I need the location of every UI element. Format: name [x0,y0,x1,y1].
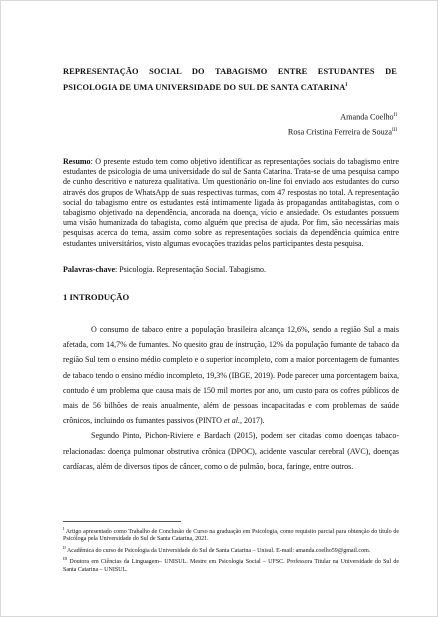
footnote-2 [63,544,399,555]
footnote-marker: III [63,556,68,562]
author-marker: III [392,128,397,133]
author-1 [340,110,397,123]
author-name: Amanda Coelho [340,112,394,122]
author-name: Rosa Cristina Ferreira de Souza [287,127,392,137]
keywords [63,265,399,275]
paragraph-1-end: , 2017). [239,416,265,426]
title-footnote-marker: I [345,83,348,88]
keywords-label: Palavras-chave [63,265,115,274]
author-marker: II [393,113,397,118]
body-text [63,322,399,474]
section-heading: 1 INTRODUÇÃO [63,292,130,302]
paragraph-2: Segundo Pinto, Pichon-Riviere e Bardach (2015), podem ser citadas como doenças tabaco-relacionadas: doença pulmonar obstrutiva crônica (DPOC), acidente vascular cerebral (AVC), doenças cardíacas, além de diversos tipos de câncer, como o de pulmão, boca, faringe, entre outros. [63,431,399,471]
footnotes [63,525,399,574]
paragraph-1 [63,322,399,428]
footnote-1 [63,525,399,544]
title-text: REPRESENTAÇÃO SOCIAL DO TABAGISMO ENTRE ESTUDANTES DE PSICOLOGIA DE UMA UNIVERSIDADE DO SUL DE SANTA CATARINA [63,67,397,92]
footnote-3 [63,555,399,574]
abstract-text: : O presente estudo tem como objetivo identificar as representações sociais do tabagismo entre estudantes de psicologia de uma universidade do sul de Santa Catarina. Trata-se de uma pesquisa campo de cunho descritivo e natureza qualitativa. Um questionário on-line foi enviado aos estudantes do curso através dos grupos de WhatsApp de suas respectivas turmas, com 47 respostas no total. A representação social do tabagismo entre os estudantes está intimamente ligada às propagandas antitabagistas, com o tabagismo objetivado na dependência, ancorada na doença, vício e ansiedade. Os estudantes possuem uma visão humanizada do tabagista, como alguém que precisa de ajuda. Por fim, são necessárias mais pesquisas acerca do tema, assim como sobre as representações sociais da dependência química entre estudantes universitários, visto algumas evocações trazidas pelos participantes desta pesquisa. [63,157,399,248]
footnote-marker: I [63,526,65,531]
footnote-divider [63,521,181,522]
keywords-text: : Psicologia. Representação Social. Tabagismo. [115,265,267,274]
paragraph-1-italic: et al. [223,416,240,426]
footnote-marker: II [63,544,66,550]
footnote-text: Acadêmica do curso de Psicologia da Universidade do Sul de Santa Catarina – Unisul. E-mail: amanda.coelho59@gmail.com. [65,547,371,554]
footnote-text: Doutora em Ciências da Linguagem– UNISUL. Mestre em Psicologia Social – UFSC. Professora Titular na Universidade do Sul de Santa Catarina – UNISUL. [63,559,399,573]
paragraph-1-text: O consumo de tabaco entre a população brasileira alcança 12,6%, sendo a região Sul a mais afetada, com 14,7% de fumantes. No quesito grau de instrução, 12% da população fumante de tabaco da região Sul tem o ensino médio completo e o superior incompleto, com a maior porcentagem de fumantes de tabaco tendo o ensino médio incompleto, 19,3% (IBGE, 2019). Pode parecer uma porcentagem baixa, contudo é um problema que causa mais de 150 mil mortes por ano, um custo para os cofres públicos de mais de 56 bilhões de reais anualmente, além de pessoas incapacitadas e com problemas de saúde crônicos, incluindo os fumantes passivos (PINTO [63,325,399,426]
footnote-text: Artigo apresentado como Trabalho de Conclusão de Curso na graduação em Psicologia, como requisito parcial para obtenção do título de Psicóloga pela Universidade do Sul de Santa Catarina, 2021. [63,529,399,543]
author-2 [288,125,397,138]
abstract-label: Resumo [63,157,91,166]
abstract [63,157,399,249]
paper-title [63,65,397,95]
